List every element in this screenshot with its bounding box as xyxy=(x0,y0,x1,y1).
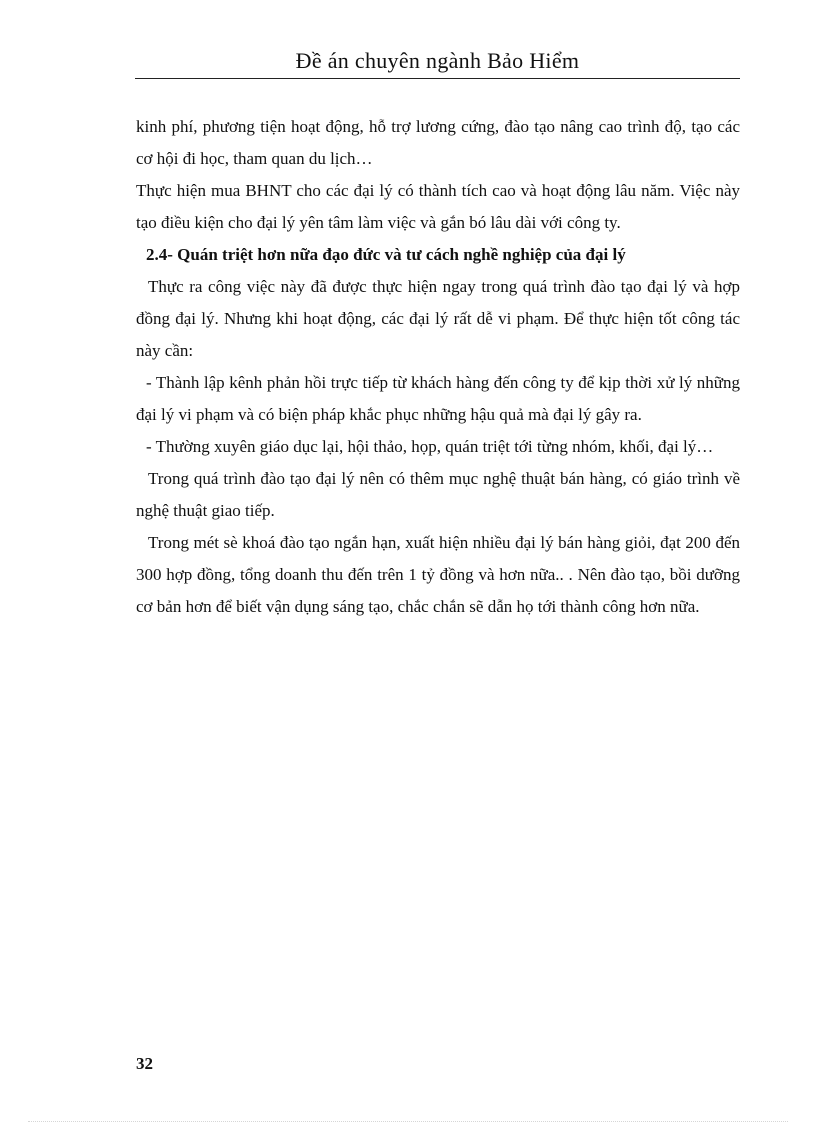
paragraph-life-insurance-for-agents: Thực hiện mua BHNT cho các đại lý có thành tích cao và hoạt động lâu năm. Việc này tạo điều kiện cho đại lý yên tâm làm việc và gắn bó lâu dài với công ty. xyxy=(136,181,740,232)
paragraph-funding-continuation: kinh phí, phương tiện hoạt động, hỗ trợ lương cứng, đào tạo nâng cao trình độ, tạo các cơ hội đi học, tham quan du lịch… xyxy=(136,117,740,168)
list-item-regular-education: - Thường xuyên giáo dục lại, hội thảo, họp, quán triệt tới từng nhóm, khối, đại lý… xyxy=(146,437,714,456)
list-item-feedback-channel: - Thành lập kênh phản hồi trực tiếp từ khách hàng đến công ty để kịp thời xử lý những đại lý vi phạm và có biện pháp khắc phục những hậu quả mà đại lý gây ra. xyxy=(136,373,740,424)
page-number: 32 xyxy=(136,1054,153,1073)
paragraph-ethics-intro: Thực ra công việc này đã được thực hiện ngay trong quá trình đào tạo đại lý và hợp đồng đại lý. Nhưng khi hoạt động, các đại lý rất dễ vi phạm. Để thực hiện tốt công tác này cần: xyxy=(136,277,740,360)
paragraph-sales-art-training: Trong quá trình đào tạo đại lý nên có thêm mục nghệ thuật bán hàng, có giáo trình về nghệ thuật giao tiếp. xyxy=(136,469,740,520)
page-header-title: Đề án chuyên ngành Bảo Hiểm xyxy=(295,48,580,73)
page-bottom-divider xyxy=(28,1121,788,1122)
document-body xyxy=(136,111,740,623)
section-heading-2-4: 2.4- Quán triệt hơn nữa đạo đức và tư cách nghề nghiệp của đại lý xyxy=(146,245,626,264)
paragraph-short-term-courses: Trong mét sè khoá đào tạo ngắn hạn, xuất hiện nhiều đại lý bán hàng giỏi, đạt 200 đến 300 hợp đồng, tổng doanh thu đến trên 1 tỷ đồng và hơn nữa.. . Nên đào tạo, bồi dưỡng cơ bản hơn để biết vận dụng sáng tạo, chắc chắn sẽ dẫn họ tới thành công hơn nữa. xyxy=(136,533,740,616)
header-divider xyxy=(135,78,740,79)
